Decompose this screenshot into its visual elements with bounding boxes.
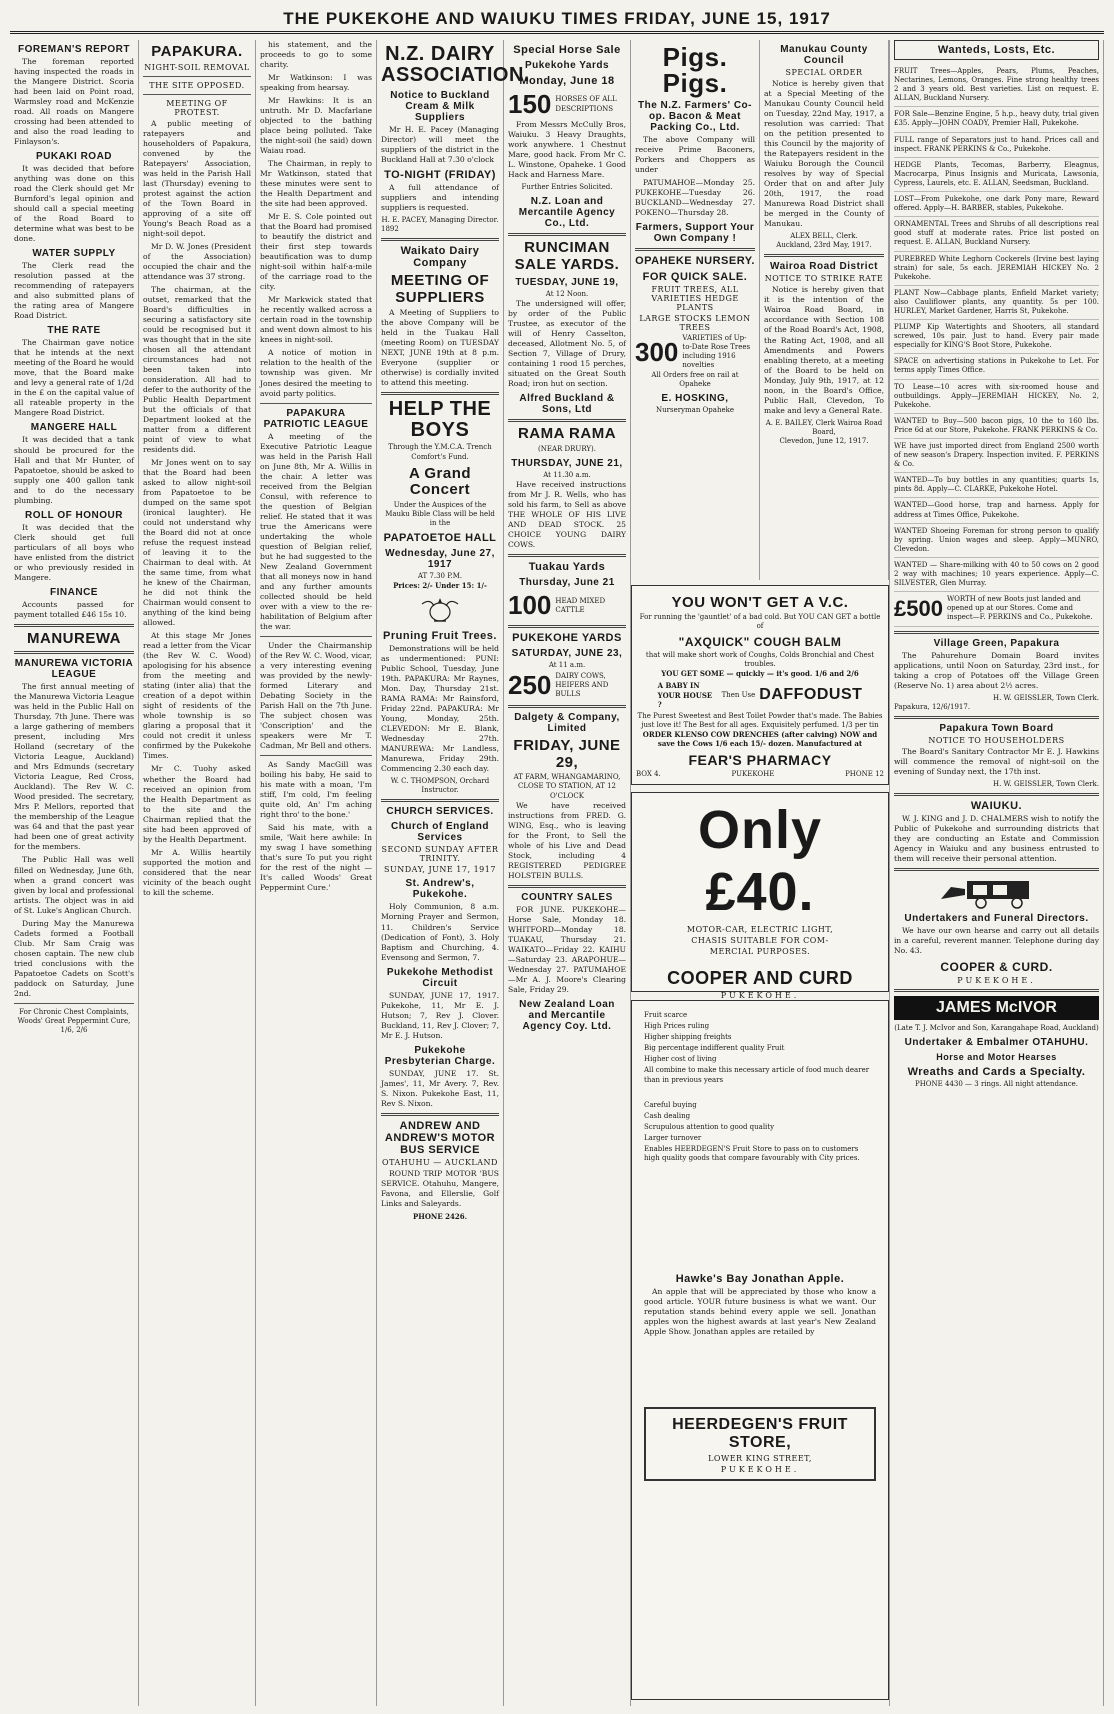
divider	[508, 554, 626, 557]
wanted-item: LOST—From Pukekohe, one dark Pony mare, Reward offered. Apply—H. BARBER, stables, Pukekohe.	[894, 192, 1099, 217]
jonathan-apple-heading: Hawke's Bay Jonathan Apple.	[675, 1273, 845, 1286]
quick-sale-heading: FOR QUICK SALE.	[642, 271, 748, 284]
finance-text: Accounts passed for payment totalled £46 15s 10.	[14, 599, 134, 619]
cattle-count-row	[508, 590, 626, 621]
motor-bus-sub: OTAHUHU — AUCKLAND	[382, 1157, 498, 1167]
pharmacy-box: BOX 4.	[636, 770, 661, 779]
friday-text: We have received instructions from FRED. G. WING, Esq., who is leaving for the Front, to Sell the whole of his Live and Dead Stock, including 4 REGISTERED PEDIGREE HOLSTEIN BULLS.	[508, 800, 626, 880]
pruning-text: Demonstrations will be held as undermentioned: PUNI: Public School, Tuesday, June 19th. PAPAKURA: Mr Raynes, Mon. Day, Thursday 21st. RAMA RAMA: Mr Rainsford, Friday 22nd. PAPAKURA: Mr Young, Monday, 25th. CLEVEDON: Mr E. Blank, Wednesday 27th. MANUREWA: Mr Landless, Manurewa, Friday 29th. Commencing 2.30 each day.	[381, 644, 499, 774]
st-andrews-heading: St. Andrew's, Pukekohe.	[405, 878, 475, 901]
pharmacy-phone: PHONE 12	[845, 770, 884, 779]
heerdegen-street: LOWER KING STREET,	[708, 1454, 812, 1464]
wanted-item: PLUMP Kip Watertights and Shooters, all standard screwed, 10s pair. Just to hand. Every pair made especially for KING'S Boot Store, Pukekohe.	[894, 320, 1099, 354]
jonathan-apple-text: An apple that will be appreciated by those who know a good article. YOUR future business is what we want. Our reputation stands behind every apple we sell. Jonathan apples won the highest awards at last year's New Zealand Apple Show. Jonathan apples are retailed by	[644, 1287, 876, 1337]
crest-icon	[418, 594, 462, 626]
finance-heading: FINANCE	[50, 586, 98, 598]
cattle-count: 100	[508, 590, 552, 621]
mangere-hall-heading: MANGERE HALL	[30, 422, 118, 434]
vc-line-2: that will make short work of Coughs, Colds Bronchial and Chest troubles.	[645, 651, 875, 669]
fears-pharmacy-heading: FEAR'S PHARMACY	[688, 752, 832, 769]
cooper-curd-2: COOPER & CURD.	[940, 960, 1053, 975]
special-order-sub: SPECIAL ORDER	[785, 68, 863, 77]
pukaki-road-heading: PUKAKI ROAD	[35, 151, 113, 163]
church-services-heading: CHURCH SERVICES.	[386, 806, 494, 818]
strike-rate-text: Notice is hereby given that it is the intention of the Wairoa Road Board, in accordance with Section 108 of the Road Board's Act, 1908, the Rating Act, 1908, and all Amendments and Powers enabling thereto, at a meeting of the Board to be held on Monday, July 9th, 1917, at 12 noon, in the Board's Office, Public Hall, Clevedon, To make and levy a General Rate.	[764, 285, 884, 415]
dairy-label: DAIRY COWS, HEIFERS AND BULLS	[555, 672, 609, 699]
fruit-reason: Higher cost of living	[644, 1055, 717, 1064]
pharmacy-contact-row	[636, 770, 884, 779]
column-7	[760, 40, 889, 580]
further-entries: Further Entries Solicited.	[521, 183, 613, 192]
wanted-item: WANTED to Buy—500 bacon pigs, 10 the to 160 lbs. Price 6d at our Store, Pukekohe. FRANK PERKINS & Co.	[894, 414, 1099, 439]
rama-rama-date: THURSDAY, JUNE 21,	[511, 458, 623, 470]
pigs-list: PATUMAHOE—Monday 25. PUKEKOHE—Tuesday 26. BUCKLAND—Wednesday 27. POKENO—Thursday 28.	[635, 178, 755, 218]
buckland-notice-heading: Notice to Buckland Cream & Milk Suppliers	[390, 90, 490, 123]
divider	[14, 1003, 134, 1004]
rose-label: VARIETIES of Up-to-Date Rose Trees including 1916 novelties	[682, 334, 751, 370]
pukaki-road-text: It was decided that before anything was done on this road the Clerk should get Mr Burnford's legal opinion and should call a special meeting of the Road Board to determine what was best to be done.	[14, 164, 134, 244]
rama-rama-heading: RAMA RAMA	[517, 425, 617, 443]
divider	[894, 631, 1099, 634]
col3-text-5: Mr E. S. Cole pointed out that the Board had promised to beautify the district and their first step towards beautification was to dump night-soil within half-a-mile of the carriage road to the city.	[260, 212, 372, 292]
divider	[14, 651, 134, 654]
pacey-signature: H. E. PACEY, Managing Director.	[381, 216, 499, 225]
boots-text: WORTH of new Boots just landed and opened up at our Stores. Come and inspect—F. PERKINS and Co., Pukekohe.	[946, 595, 1093, 622]
grand-concert-heading: A Grand Concert	[408, 464, 472, 499]
divider	[508, 233, 626, 236]
presbyterian-text: SUNDAY, JUNE 17. St. James', 11, Mr Avery. 7, Rev. S. Nixon. Pukekohe East, 11, Rev S. Nixon.	[381, 1068, 499, 1108]
motor-bus-heading: ANDREW AND ANDREW'S MOTOR BUS SERVICE	[384, 1119, 496, 1156]
undertakers-heading: Undertakers and Funeral Directors.	[904, 912, 1089, 924]
pukekohe-yards-2-heading: PUKEKOHE YARDS	[512, 632, 622, 645]
divider	[381, 238, 499, 241]
st-andrews-text: Holy Communion, 8 a.m. Morning Prayer and Sermon, 11. Children's Service (Dedication of Font), 3. Holy Baptism and Churching, 4. Evensong and Sermon, 7.	[381, 902, 499, 962]
strike-rate-date: Clevedon, June 12, 1917.	[779, 436, 869, 445]
waiuku-heading: WAIUKU.	[970, 799, 1023, 812]
fruit-reason: Enables HEERDEGEN'S Fruit Store to pass on to customers high quality goods that compare favourably with City prices.	[644, 1145, 860, 1163]
dairy-count: 250	[508, 670, 552, 701]
fruit-reason: Higher shipping freights	[644, 1033, 732, 1042]
papakura-text-3: The chairman, at the outset, remarked that the Board's difficulties in securing a satisfactory site could be recognised but it was thought that in the site chosen all the attendant circumstances had not been taken into consideration. All had to defer to the authority of the Public Health Department but the officials of that Department looked at the matter from a different point of view to what residents did.	[143, 284, 251, 454]
fruit-reason: Larger turnover	[644, 1133, 702, 1142]
orders-free: All Orders free on rail at Opaheke	[651, 370, 739, 388]
divider	[764, 254, 884, 257]
divider	[381, 799, 499, 802]
daffodust-text: The Purest Sweetest and Best Toilet Powder that's made. The Babies just love it! The Best for all ages. Exquisitely perfumed. 1/3 per tin	[637, 711, 883, 729]
cooper-curd-2-town: PUKEKOHE.	[957, 976, 1036, 986]
concert-time: AT 7.30 P.M.	[417, 571, 463, 580]
papatoetoe-hall: PAPATOETOE HALL	[383, 531, 497, 544]
saturday-date: SATURDAY, JUNE 23,	[511, 648, 623, 660]
wanted-item: ORNAMENTAL Trees and Shrubs of all descriptions real good stuff at moderate rates. Price list posted on request. E. ALLAN, Buckland Nursery.	[894, 217, 1099, 251]
motor-bus-phone: PHONE 2426.	[412, 1211, 468, 1221]
divider	[635, 248, 755, 251]
mangere-hall-text: It was decided that a tank should be procured for the Hall and that Mr Hunter, of Papatoetoe, should be asked to supply one 400 gallon tank and to do the necessary plumbing.	[14, 435, 134, 505]
runciman-date: TUESDAY, JUNE 19,	[515, 277, 619, 289]
baby-text: A BABY IN YOUR HOUSE ?	[657, 681, 713, 709]
divider	[260, 755, 372, 756]
newspaper-title: THE PUKEKOHE AND WAIUKU TIMES FRIDAY, JUNE 15, 1917	[283, 8, 831, 28]
village-green-date: Papakura, 12/6/1917.	[894, 702, 971, 711]
divider	[381, 1113, 499, 1116]
country-sales-heading: COUNTRY SALES	[521, 891, 613, 903]
concert-date: Wednesday, June 27, 1917	[385, 547, 495, 570]
only-40-line-2: CHASIS SUITABLE FOR COM-	[691, 936, 829, 945]
pruning-signature: W. C. THOMPSON, Orchard Instructor.	[390, 777, 490, 795]
col3-text-1: his statement, and the proceeds to go to some charity.	[260, 40, 372, 70]
support-company: Farmers, Support Your Own Company !	[635, 222, 755, 245]
runciman-text: The undersigned will offer, by order of the Public Trustee, as executor of the will of Henry Casselton, deceased, Allotment No. 5, of Section 7, Village of Drury, containing 1 rood 15 perches, situated on the Great South Road; iron hut on section.	[508, 299, 626, 389]
hearse-illustration	[894, 875, 1099, 909]
papakura-text-5: At this stage Mr Jones read a letter from the Vicar (the Rev W. C. Wood) apologising for his absence from the meeting and stating (inter alia) that the creation of a depot within sight of residents of the whole township is so glaring a proposal that it could not credit it unless confirmed by the Pukekohe Times.	[143, 631, 251, 761]
nz-loan-2-heading: New Zealand Loan and Mercantile Agency Coy. Ltd.	[519, 998, 615, 1032]
col3-text-3: Mr Hawkins: It is an untruth. Mr D. Macfarlane objected to the bathing place being polluted. Take the night-soil (he said) down Waiau road.	[260, 96, 372, 156]
rate-text: The Chairman gave notice that he intends at the next meeting of the Board he would move, that the Board make and levy a general rate of 1/2d in the £ on the capital value of all rateable property in the Mangere Road District.	[14, 338, 134, 418]
wanteds-heading: Wanteds, Losts, Etc.	[937, 44, 1056, 56]
help-the-boys-heading: HELP THE BOYS	[388, 398, 492, 442]
wanted-item: FRUIT Trees—Apples, Pears, Plums, Peaches, Nectarines, Lemons, Oranges. Fine strong healthy trees 2 and 3 years old. Best varieties. List on request. E. ALLAN, Buckland Nursery.	[894, 64, 1099, 107]
wanted-item: FOR Sale—Benzine Engine, 5 h.p., heavy duty, trial given £35. Apply—JOHN COADY, Premier Hall, Pukekohe.	[894, 107, 1099, 132]
strike-rate-signature: A. E. BAILEY, Clerk Wairoa Road Board,	[765, 418, 883, 436]
runciman-time: At 12 Noon.	[545, 290, 589, 299]
help-the-boys-sub: Through the Y.M.C.A. Trench Comfort's Fund.	[388, 443, 492, 461]
vc-line-1: For running the 'gauntlet' of a bad cold. But YOU CAN GET a bottle of	[639, 613, 881, 631]
foreman-report-heading: FOREMAN'S REPORT	[17, 44, 131, 55]
only-40-ad	[631, 792, 889, 1000]
daffodust-row	[636, 681, 884, 708]
heerdegen-store-name: HEERDEGEN'S FRUIT STORE,	[672, 1416, 848, 1452]
pigs-text: The above Company will receive Prime Baconers, Porkers and Choppers as under	[635, 135, 755, 175]
debating-society-text: Under the Chairmanship of the Rev W. C. Wood, vicar, a very interesting evening was provided by the newly-formed Literary and Debating Society in the Parish Hall on the 7th June. The subject chosen was 'Conscription' and the speakers were Mr T. Cadman, Mr Bell and others.	[260, 640, 372, 750]
waikato-dairy-heading: Waikato Dairy Company	[400, 245, 480, 270]
horse-sale-date: Monday, June 18	[519, 75, 615, 87]
buckland-notice-text-2: A full attendance of suppliers and intending suppliers is requested.	[381, 183, 499, 213]
papakura-text-6: Mr C. Tuohy asked whether the Board had received an opinion from the Health Department as to the site and the Chairman replied that the site had been approved of by the Health Department.	[143, 764, 251, 844]
fruit-reasons-list	[644, 1011, 876, 1163]
saturday-time: At 11 a.m.	[548, 661, 586, 670]
dalgety-heading: Dalgety & Company, Limited	[514, 712, 620, 735]
then-use: Then Use	[721, 690, 756, 699]
tuakau-date: Thursday, June 21	[519, 577, 615, 589]
pigs-heading: Pigs. Pigs.	[662, 42, 728, 98]
col3-text-4: The Chairman, in reply to Mr Watkinson, stated that these minutes were sent to the Health Department and the site had been approved.	[260, 159, 372, 209]
town-board-heading: Papakura Town Board	[939, 722, 1054, 734]
village-green-heading: Village Green, Papakura	[933, 637, 1060, 649]
get-some: YOU GET SOME — quickly — it's good. 1/6 and 2/6	[661, 669, 859, 679]
divider	[508, 885, 626, 888]
roll-of-honour-text: It was decided that the Clerk should get full particulars of all boys who have enlisted from the district or who previously resided in Mangere.	[14, 522, 134, 582]
foreman-report-text: The foreman reported having inspected the roads in the Mangere District. Scoria had been laid on Point road, Warmsley road and McKenzie road. All roads on Mangere crossing had been attended to and also the road leading to Finlayson's.	[14, 57, 134, 147]
manukau-council-heading: Manukau County Council	[780, 44, 868, 66]
divider	[894, 989, 1099, 992]
papakura-heading: PAPAKURA.	[151, 43, 243, 60]
water-supply-text: The Clerk read the resolution passed at the recommending of ratepayers and also submitted plans of the rating area of Mangere Road District.	[14, 261, 134, 321]
divider	[143, 76, 251, 77]
presbyterian-heading: Pukekohe Presbyterian Charge.	[384, 1044, 496, 1067]
heerdegen-fruit-ad	[631, 1000, 889, 1700]
axquick-daffodust-ad	[631, 585, 889, 785]
protest-subheading: MEETING OF PROTEST.	[166, 98, 228, 117]
concert-text: The Public Hall was well filled on Wednesday, June 6th, when a grand concert was given by local and professional artists. The object was in aid of St. Luke's Anglican Church.	[14, 855, 134, 915]
tuakau-yards-heading: Tuakau Yards	[528, 561, 606, 574]
divider	[381, 392, 499, 395]
hosking-role: Nurseryman Opaheke	[656, 405, 734, 414]
rate-heading: THE RATE	[47, 325, 101, 337]
village-green-signature: H. W. GEISSLER, Town Clerk.	[992, 693, 1099, 702]
church-sub: SECOND SUNDAY AFTER TRINITY.	[381, 845, 499, 864]
wairoa-heading: Wairoa Road District	[770, 261, 878, 273]
col3-text-6: Mr Markwick stated that he recently walked across a certain road in the township and went down almost to his knees in night-soil.	[260, 295, 372, 345]
horses-count-row	[508, 89, 626, 120]
town-board-sub: NOTICE TO HOUSEHOLDERS	[928, 735, 1065, 745]
methodist-heading: Pukekohe Methodist Circuit	[386, 966, 494, 989]
only-40-price: Only £40.	[697, 800, 823, 922]
church-date: SUNDAY, JUNE 17, 1917	[384, 865, 496, 875]
undertakers-text: We have our own hearse and carry out all details in a careful, reverent manner. Telephone during day No. 43.	[894, 925, 1099, 955]
friday-date: FRIDAY, JUNE 29,	[513, 737, 621, 771]
buckland-sons-heading: Alfred Buckland & Sons, Ltd	[519, 393, 615, 416]
only-40-line-3: MERCIAL PURPOSES.	[709, 947, 811, 956]
wanted-item: WANTED — Share-milking with 40 to 50 cows on 2 good 2 way with machines; 10 years experience. Apply—C. SILVESTER, Glen Murray.	[894, 558, 1099, 592]
suppliers-meeting-heading: MEETING OF SUPPLIERS	[390, 272, 490, 306]
mcivor-role: Undertaker & Embalmer OTAHUHU.	[904, 1037, 1089, 1049]
church-england-heading: Church of England Services	[391, 821, 489, 844]
papakura-text-4: Mr Jones went on to say that the Board had been asked to allow night-soil from Papatoetoe to be dumped on the same spot (ironical laughter). He could not understand why the Board did not at once refuse the request instead of leaving it to the Chairman to deal with. At the same time, from what he knew of the Chairman, he did not think the Chairman would consent to anything of the kind being allowed.	[143, 458, 251, 628]
vc-heading: YOU WON'T GET A V.C.	[671, 594, 849, 611]
divider	[508, 419, 626, 422]
divider	[894, 716, 1099, 719]
water-supply-heading: WATER SUPPLY	[32, 248, 116, 260]
horses-label: HORSES OF ALL DESCRIPTIONS	[555, 95, 617, 113]
fruit-reason: Careful buying	[644, 1100, 697, 1109]
rama-rama-text: Have received instructions from Mr J. R. Wells, who has sold his farm, to Sell as above THE WHOLE OF HIS LIVE AND DEAD STOCK. 25 CHOICE YOUNG DAIRY COWS.	[508, 480, 626, 550]
column-8	[889, 40, 1104, 1706]
nz-loan-heading: N.Z. Loan and Mercantile Agency Co., Ltd.	[518, 196, 616, 230]
papakura-text-2: Mr D. W. Jones (President of the Association) occupied the chair and the attendance was 37 strong.	[143, 241, 251, 281]
pukekohe-yards-heading: Pukekohe Yards	[524, 60, 610, 71]
mcivor-sub: (Late T. J. McIvor and Son, Karangahape Road, Auckland)	[894, 1024, 1099, 1033]
buckland-notice-text: Mr H. E. Pacey (Managing Director) will meet the suppliers of the district in the Buckland Hall at 7.30 o'clock	[381, 125, 499, 165]
horse-sale-heading: Special Horse Sale	[513, 44, 621, 56]
fruit-reason: Scrupulous attention to good quality	[644, 1122, 775, 1131]
grand-concert-sub: Under the Auspices of the Mauku Bible Class will be held in the	[385, 500, 495, 527]
fruit-reason: Big percentage indifferent quality Fruit	[644, 1044, 785, 1053]
divider	[14, 624, 134, 627]
opaheke-nursery-heading: OPAHEKE NURSERY.	[635, 255, 755, 268]
rama-rama-sub: (NEAR DRURY).	[538, 444, 596, 453]
wanted-item: PUREBRED White Leghorn Cockerels (Irvine best laying strain) for sale, 5s each. JEREMIAH HICKEY No. 2 Pukekohe.	[894, 252, 1099, 286]
boots-ad	[894, 592, 1099, 626]
cattle-label: HEAD MIXED CATTLE	[555, 596, 606, 614]
column-1	[10, 40, 139, 1706]
lemon-trees-sub: LARGE STOCKS LEMON TREES	[639, 314, 751, 333]
column-6	[631, 40, 760, 580]
wanted-item: WANTED—Good horse, trap and harness. Apply for address at Times Office, Pukekohe.	[894, 498, 1099, 523]
motor-bus-text: ROUND TRIP MOTOR 'BUS SERVICE. Otahuhu, Mangere, Favona, and Ellerslie, Golf Links and Saleyards.	[381, 1168, 499, 1208]
special-order-signature: ALEX BELL, Clerk.	[790, 232, 858, 241]
cooper-curd-town: PUKEKOHE.	[720, 991, 800, 1000]
divider	[260, 636, 372, 637]
column-3	[256, 40, 377, 1706]
divider	[508, 705, 626, 708]
nightsoil-subheading: NIGHT-SOIL REMOVAL	[144, 62, 250, 72]
football-text: During May the Manurewa Cadets formed a Football Club. Mr Sam Craig was chosen captain. The new club tried conclusions with the Papatoetoe Cadets on Scott's paddock on Saturday, June 2nd.	[14, 918, 134, 998]
roll-of-honour-heading: ROLL OF HONOUR	[25, 509, 123, 521]
wanted-item: SPACE on advertising stations in Pukekohe to Let. For terms apply Times Office.	[894, 354, 1099, 379]
waiuku-text: W. J. KING and J. D. CHALMERS wish to notify the Public of Pukekohe and surrounding districts that they are conducting an Estate and Commission Agency in Waiuku and any business entrusted to them will receive their personal attention.	[894, 813, 1099, 863]
wanted-item: PLANT Now—Cabbage plants, Enfield Market variety; also Cauliflower plants, any quantity. 5s per 100. HURLEY, Market Gardener, Harris St, Pukekohe.	[894, 286, 1099, 320]
wanted-item: WANTED Shoeing Foreman for strong person to qualify by spring. Union wages and sleep. Apply—MUNRO, Clevedon.	[894, 524, 1099, 558]
column-2	[139, 40, 256, 1706]
victoria-league-text: The first annual meeting of the Manurewa Victoria League was held in the Public Hall on Thursday, 7th June. There was a large gathering of members present, including Mrs Holland (secretary of the Victoria League, Auckland) and Mrs Edmunds (secretary Victoria League, Red Cross, Auckland). The Rev W. C. Wood presided. The secretary, Mrs P. Mellors, reported that the membership of the League was 64 and that the past year had been one of great activity for the members.	[14, 682, 134, 852]
wanted-item: FULL range of Separators just to hand. Prices call and inspect. FRANK PERKINS & Co., Pukekohe.	[894, 133, 1099, 158]
fruit-reason: High Prices ruling	[644, 1022, 710, 1031]
divider	[260, 403, 372, 404]
boots-amount: £500	[894, 595, 943, 621]
country-sales-text: FOR JUNE. PUKEKOHE—Horse Sale, Monday 18. WHITFORD—Monday 18. TUAKAU, Thursday 21. WAIKATO—Friday 22. KAIHU—Saturday 23. ARAPOHUE—Wednesday 27. PATUMAHOE—Mr A. J. Moore's Clearing Sale, Friday 29.	[508, 904, 626, 994]
heerdegen-town: PUKEKOHE.	[720, 1465, 800, 1475]
strike-rate-sub: NOTICE TO STRIKE RATE	[764, 274, 884, 284]
victoria-league-heading: MANUREWA VICTORIA LEAGUE	[14, 658, 134, 681]
town-board-signature: H. W. GEISSLER, Town Clerk.	[992, 779, 1099, 788]
wanteds-header-box	[894, 40, 1099, 60]
rose-count: 300	[635, 336, 679, 367]
fruit-reason: Fruit scarce	[644, 1011, 688, 1019]
dairy-count-row	[508, 670, 626, 701]
column-5	[504, 40, 631, 1706]
special-order-text: Notice is hereby given that at a Special Meeting of the Manukau County Council held on Tuesday, 22nd May, 1917, a resolution was carried: That on the petition presented to this Council by the majority of the Ratepayers resident in the Waiuku Borough the Council resolves by way of Special Order that on and after July 20th, 1917, the road Manurewa Road District shall be merged in the County of Manukau.	[764, 79, 884, 229]
farmers-coop-heading: The N.Z. Farmers' Co-op. Bacon & Meat Packing Co., Ltd.	[637, 100, 752, 133]
site-opposed-subheading: THE SITE OPPOSED.	[149, 80, 245, 90]
special-order-date: Auckland, 23rd May, 1917.	[776, 241, 872, 250]
wanted-item: HEDGE Plants, Tecomas, Barberry, Eleagnus, Macrocarpa, Pinus Insignis and Muricata, Lawsonia, Cypress, Laurels, etc. E. ALLAN, Seedsman, Buckland.	[894, 158, 1099, 192]
rama-rama-time: At 11.30 a.m.	[543, 471, 591, 480]
cooper-curd-heading: COOPER AND CURD	[667, 968, 853, 988]
mcivor-phone: PHONE 4430 — 3 rings. All night attendance.	[914, 1080, 1078, 1089]
village-green-text: The Pahurehure Domain Board invites applications, until Noon on Saturday, 23rd inst., for taking a crop of Potatoes off the Village Green (Reserve No. 1) area about 2½ acres.	[894, 650, 1099, 690]
peppermint-cure-ad: For Chronic Chest Complaints, Woods' Great Peppermint Cure, 1/6, 2/6	[17, 1007, 131, 1034]
methodist-text: SUNDAY, JUNE 17, 1917. Pukekohe, 11, Mr E. J. Hutson; 7, Rev J. Clover. Buckland, 11, Rev J. Clover; 7, Mr E. J. Hutson.	[381, 990, 499, 1040]
fruit-trees-sub: FRUIT TREES, ALL VARIETIES HEDGE PLANTS	[651, 285, 739, 313]
papakura-text-1: A public meeting of ratepayers and householders of Papakura, convened by the Ratepayers' Association, was held in the Parish Hall last (Thursday) evening to protest against the action of the Town Board in approving of a site off Young's Beach Road as a night-soil depot.	[143, 118, 251, 238]
wanteds-list	[894, 64, 1099, 592]
mcivor-heading: JAMES McIVOR	[894, 996, 1099, 1020]
klenso-text: ORDER KLENSO COW DRENCHES (after calving) NOW and save the Cows 1/6 each 15/- dozen. Manufactured at	[642, 729, 878, 749]
peppermint-verse-text: Said his mate, with a smile, 'Wait here awhile: In my swag I have something that's sure To put you right for the rest of the night — It's called Woods' Great Peppermint Cure.'	[260, 823, 372, 893]
rose-count-row	[635, 334, 755, 370]
horses-count: 150	[508, 89, 552, 119]
papakura-text-7: Mr A. Willis heartily supported the motion and considered that the near vicinity of the beach ought to kill the scheme.	[143, 847, 251, 897]
town-board-text: The Board's Sanitary Contractor Mr E. J. Hawkins will commence the removal of night-soil on the evening of Sunday next, the 17th inst.	[894, 746, 1099, 776]
hearse-icon	[937, 875, 1057, 909]
divider	[894, 793, 1099, 796]
concert-prices: Prices: 2/- Under 15: 1/-	[393, 580, 487, 590]
fruit-reason: Cash dealing	[644, 1111, 691, 1120]
runciman-heading: RUNCIMAN SALE YARDS.	[514, 239, 620, 273]
hosking-name: E. HOSKING,	[661, 392, 729, 404]
divider	[143, 94, 251, 95]
manurewa-heading: MANUREWA	[27, 629, 121, 647]
hearses-line: Horse and Motor Hearses	[936, 1052, 1057, 1063]
sandy-verse-text: As Sandy MacGill was boiling his baby, He said to his mate with a moan, 'I'm stiff, I'm cold, I'm feeling quite old, An' I'm aching right thro' to the bone.'	[260, 760, 372, 820]
tonight-heading: TO-NIGHT (FRIDAY)	[384, 169, 496, 182]
daffodust-heading: DAFFODUST	[759, 686, 863, 704]
nz-dairy-heading: N.Z. DAIRY ASSOCIATION.	[381, 43, 530, 86]
wanted-item: TO Lease—10 acres with six-roomed house and outbuildings. Apply—JEREMIAH HICKEY, No. 2, Pukekohe.	[894, 380, 1099, 414]
wanted-item: WE have just imported direct from England 2500 worth of new season's Drapery. Inspection invited. F. PERKINS & Co.	[894, 439, 1099, 473]
divider	[894, 868, 1099, 871]
suppliers-meeting-text: A Meeting of Suppliers to the above Company will be held in the Tuakau Hall (meeting Room) on TUESDAY NEXT, JUNE 19th at 8 p.m. Everyone (supplier or otherwise) is cordially invited to attend this meeting.	[381, 308, 499, 388]
axquick-heading: "AXQUICK" COUGH BALM	[678, 635, 842, 650]
masthead	[10, 6, 1104, 34]
col3-notice-text: A notice of motion in relation to the health of the township was given. Mr Jones desired the meeting to avoid party politics.	[260, 348, 372, 398]
wreaths-line: Wreaths and Cards a Specialty.	[907, 1066, 1086, 1079]
ad-number: 1892	[381, 225, 399, 234]
pharmacy-town: PUKEKOHE	[731, 770, 775, 779]
patriotic-league-text: A meeting of the Executive Patriotic League was held in the Parish Hall on June 8th, Mr A. Willis in the chair. A letter was received from the Belgian Consul, with reference to the question of Belgian relief. He stated that it was true the Americans were undertaking the whole question of Belgian relief, but he had suggested to the New Zealand Government that all moneys now in hand and any further amounts collected should be held over with a view to the re-habilitation of Belgium after the war.	[260, 431, 372, 631]
divider	[508, 625, 626, 628]
only-40-line-1: MOTOR-CAR, ELECTRIC LIGHT,	[686, 925, 834, 934]
col3-text-2: Mr Watkinson: I was speaking from hearsay.	[260, 73, 372, 93]
horses-text: From Messrs McCully Bros, Waiuku. 3 Heavy Draughts, work anywhere. 1 Chestnut Mare, good hack. From Mr C. L. Winstone, Opaheke. 1 Good Hack and Harness Mare.	[508, 120, 626, 180]
pruning-heading: Pruning Fruit Trees.	[383, 630, 497, 643]
wanted-item: WANTED—To buy bottles in any quantities; quarts 1s, pints 8d. Apply—C. CLARKE, Pukekohe Hotel.	[894, 473, 1099, 498]
fruit-reason: All combine to make this necessary article of food much dearer than in previous years	[644, 1066, 870, 1084]
crest-emblem	[381, 594, 499, 626]
friday-sub: AT FARM, WHANGAMARINO, CLOSE TO STATION, AT 12 O'CLOCK	[513, 773, 621, 800]
patriotic-league-heading: PAPAKURA PATRIOTIC LEAGUE	[263, 407, 369, 430]
heerdegen-store-box	[644, 1407, 876, 1481]
